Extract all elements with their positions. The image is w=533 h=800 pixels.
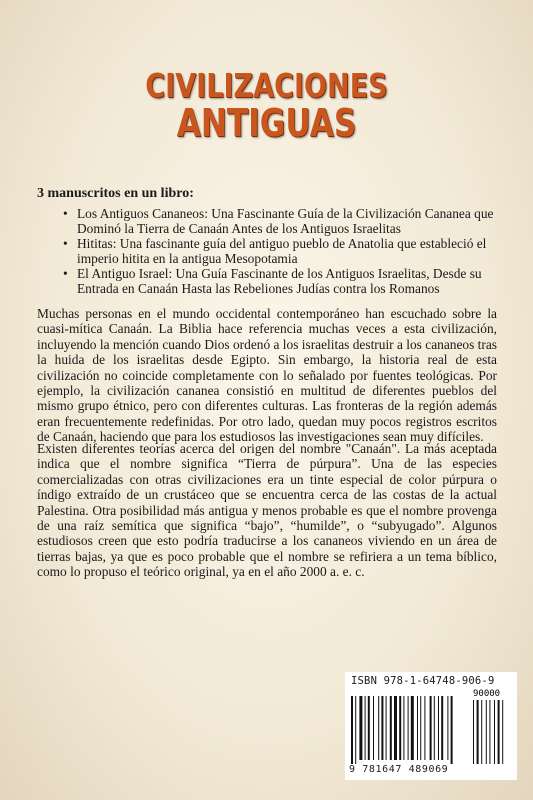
bullet-icon: • bbox=[63, 266, 68, 281]
isbn-label: ISBN 978-1-64748-906-9 bbox=[351, 675, 495, 687]
list-item bbox=[63, 206, 503, 236]
body-paragraph-2: Existen diferentes teorías acerca del origen del nombre "Canaán". La más aceptada indica que el nombre significa “Tierra de púrpura”. Una de las especies comercializadas con otras civilizaciones era un tinte especial de color púrpura o índigo extraído de un crustáceo que se encuentra cerca de las costas de la actual Palestina. Otra posibilidad más antigua y menos probable es que el nombre provenga de una raíz semítica que significa “bajo”, “humilde”, o “subyugado”. Algunos estudiosos creen que esto podría traducirse a los cananeos viviendo en un área de tierras bajas, ya que es poco probable que el nombre se refiriera a un tema bíblico, como lo propuso el teórico original, ya en el año 2000 a. e. c. bbox=[37, 441, 497, 580]
list-item-text: Hititas: Una fascinante guía del antiguo pueblo de Anatolia que estableció el imperio hitita en la antigua Mesopotamia bbox=[77, 236, 487, 266]
title-line-2: ANTIGUAS bbox=[176, 101, 357, 145]
barcode-bars bbox=[351, 688, 511, 764]
manuscripts-list bbox=[63, 206, 503, 296]
list-item bbox=[63, 266, 503, 296]
barcode-addon: 90000 bbox=[473, 689, 501, 699]
body-paragraph-1: Muchas personas en el mundo occidental contemporáneo han escuchado sobre la cuasi-mítica Canaán. La Biblia hace referencia muchas veces a esta civilización, incluyendo la mención cuando Dios ordenó a los israelitas destruir a los cananeos tras la huida de los israelitas desde Egipto. Sin embargo, la historia real de esta civilización no coincide completamente con lo señalado por fuentes teológicas. Por ejemplo, la civilización cananea consistió en multitud de diferentes pueblos del mismo grupo étnico, pero con diferentes culturas. Las fronteras de la región además eran frecuentemente redefinidas. Por otro lado, quedan muy pocos registros escritos de Canaán, haciendo que para los estudiosos las investigaciones sean muy difíciles. bbox=[37, 306, 497, 445]
list-item bbox=[63, 236, 503, 266]
list-item-text: El Antiguo Israel: Una Guía Fascinante de los Antiguos Israelitas, Desde su Entrada en Canaán Hasta las Rebeliones Judías contra los Romanos bbox=[77, 266, 482, 296]
bullet-icon: • bbox=[63, 206, 68, 221]
title-line-1: CIVILIZACIONES bbox=[145, 66, 388, 105]
list-item-text: Los Antiguos Cananeos: Una Fascinante Guía de la Civilización Cananea que Dominó la Tierra de Canaán Antes de los Antiguos Israelitas bbox=[77, 206, 494, 236]
bullet-icon: • bbox=[63, 236, 68, 251]
barcode-digits: 9 781647 489069 bbox=[349, 764, 449, 775]
manuscripts-heading: 3 manuscritos en un libro: bbox=[37, 186, 194, 201]
isbn-barcode bbox=[345, 672, 517, 780]
